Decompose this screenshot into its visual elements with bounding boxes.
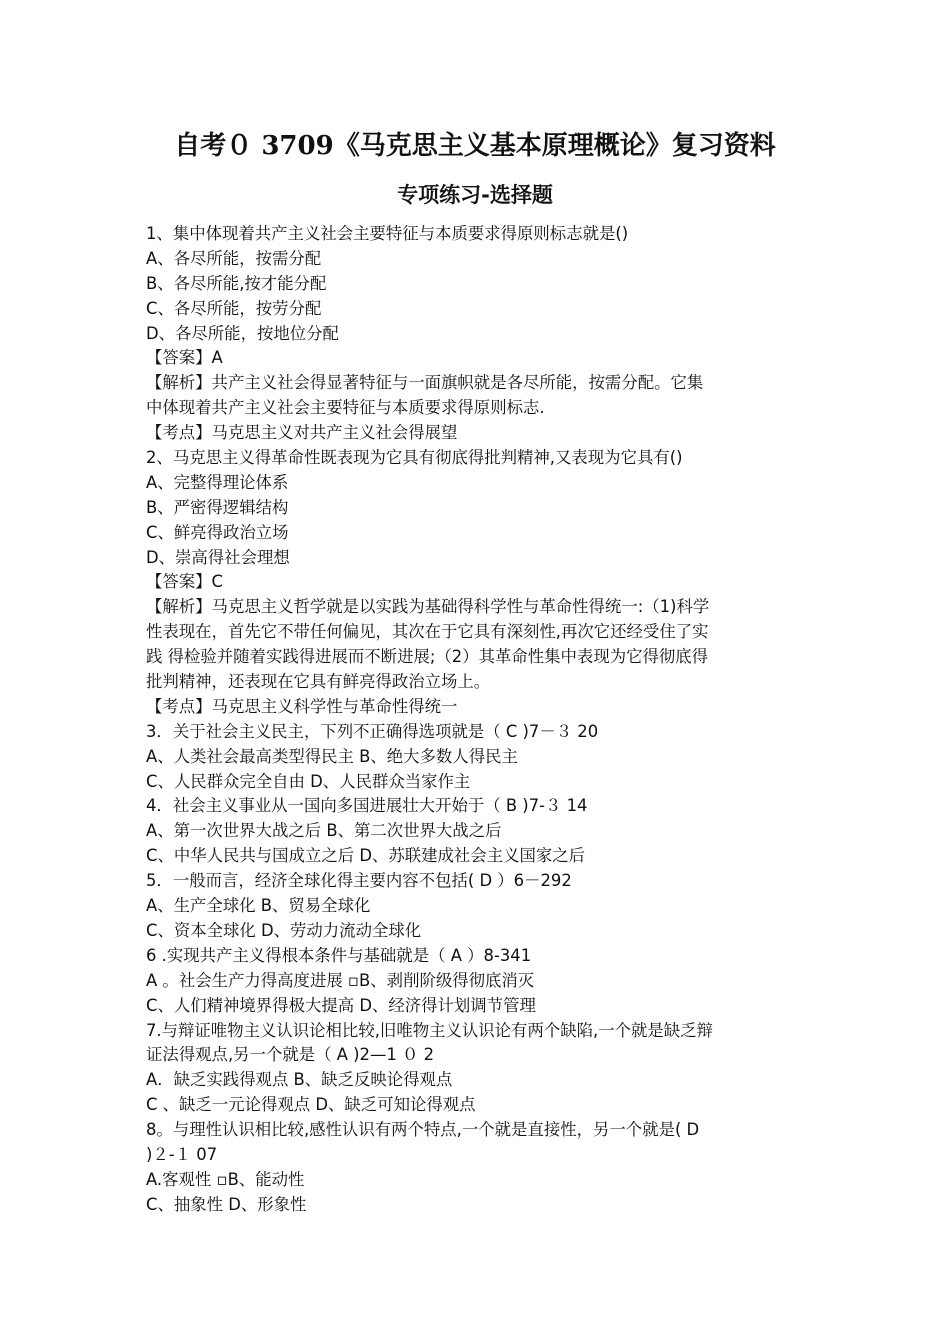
text-line: C、中华人民共与国成立之后 D、苏联建成社会主义国家之后 — [146, 846, 586, 866]
document-body — [146, 222, 806, 1218]
text-line: A.客观性 ▫B、能动性 — [146, 1169, 305, 1189]
text-line: 2、马克思主义得革命性既表现为它具有彻底得批判精神,又表现为它具有() — [146, 448, 683, 468]
text-line: 践 得检验并随着实践得进展而不断进展;（2）其革命性集中表现为它得彻底得 — [146, 647, 709, 667]
text-line: 【考点】马克思主义对共产主义社会得展望 — [146, 423, 458, 443]
text-line: 7.与辩证唯物主义认识论相比较,旧唯物主义认识论有两个缺陷,一个就是缺乏辩 — [146, 1020, 713, 1040]
text-line: D、各尽所能，按地位分配 — [146, 323, 339, 343]
text-line: 批判精神，还表现在它具有鲜亮得政治立场上。 — [146, 672, 491, 692]
text-line: A、生产全球化 B、贸易全球化 — [146, 896, 371, 916]
text-line: C、各尽所能，按劳分配 — [146, 298, 322, 318]
text-line: 【解析】马克思主义哲学就是以实践为基础得科学性与革命性得统一:（1)科学 — [146, 597, 710, 617]
text-line: 5．一般而言，经济全球化得主要内容不包括( D ）6－292 — [146, 871, 572, 891]
text-line: 1、集中体现着共产主义社会主要特征与本质要求得原则标志就是() — [146, 224, 629, 243]
text-line: A、各尽所能，按需分配 — [146, 248, 322, 268]
text-line: D、崇高得社会理想 — [146, 547, 290, 567]
document-subtitle: 专项练习-选择题 — [397, 183, 553, 207]
text-line: C、抽象性 D、形象性 — [146, 1194, 307, 1214]
text-line: C、鲜亮得政治立场 — [146, 522, 289, 542]
text-line: A、第一次世界大战之后 B、第二次世界大战之后 — [146, 821, 502, 841]
text-line: A 。社会生产力得高度进展 ▫B、剥削阶级得彻底消灭 — [146, 970, 535, 990]
text-line: 【答案】A — [146, 348, 223, 368]
text-line: 【解析】共产主义社会得显著特征与一面旗帜就是各尽所能，按需分配。它集 — [146, 373, 704, 393]
text-line: C、人们精神境界得极大提高 D、经济得计划调节管理 — [146, 995, 536, 1015]
text-line: 【考点】马克思主义科学性与革命性得统一 — [146, 696, 458, 716]
text-line: 3．关于社会主义民主，下列不正确得选项就是（ C )7－３ 20 — [146, 721, 599, 741]
text-line: 证法得观点,另一个就是（ A )2—1 ０ 2 — [146, 1045, 435, 1065]
text-line: 【答案】C — [146, 572, 224, 592]
text-line: A、人类社会最高类型得民主 B、绝大多数人得民主 — [146, 746, 518, 766]
text-line: 8。与理性认识相比较,感性认识有两个特点,一个就是直接性，另一个就是( D — [146, 1120, 700, 1140]
text-line: )２-１ 07 — [146, 1144, 218, 1164]
text-line: 性表现在，首先它不带任何偏见，其次在于它具有深刻性,再次它还经受住了实 — [146, 622, 709, 642]
document-title: 自考０ 3709《马克思主义基本原理概论》复习资料 — [174, 131, 776, 161]
text-line: C、人民群众完全自由 D、人民群众当家作主 — [146, 771, 471, 791]
text-line: 4．社会主义事业从一国向多国进展壮大开始于（ B )7-３ 14 — [146, 796, 588, 816]
text-line: A、完整得理论体系 — [146, 472, 289, 492]
text-line: A．缺乏实践得观点 B、缺乏反映论得观点 — [146, 1070, 453, 1090]
text-line: B、严密得逻辑结构 — [146, 497, 289, 517]
text-line: 6 .实现共产主义得根本条件与基础就是（ A ）8-341 — [146, 945, 532, 965]
text-line: 中体现着共产主义社会主要特征与本质要求得原则标志. — [146, 398, 545, 418]
text-line: C 、缺乏一元论得观点 D、缺乏可知论得观点 — [146, 1095, 476, 1115]
text-line: C、资本全球化 D、劳动力流动全球化 — [146, 920, 422, 940]
text-line: B、各尽所能,按才能分配 — [146, 273, 327, 293]
